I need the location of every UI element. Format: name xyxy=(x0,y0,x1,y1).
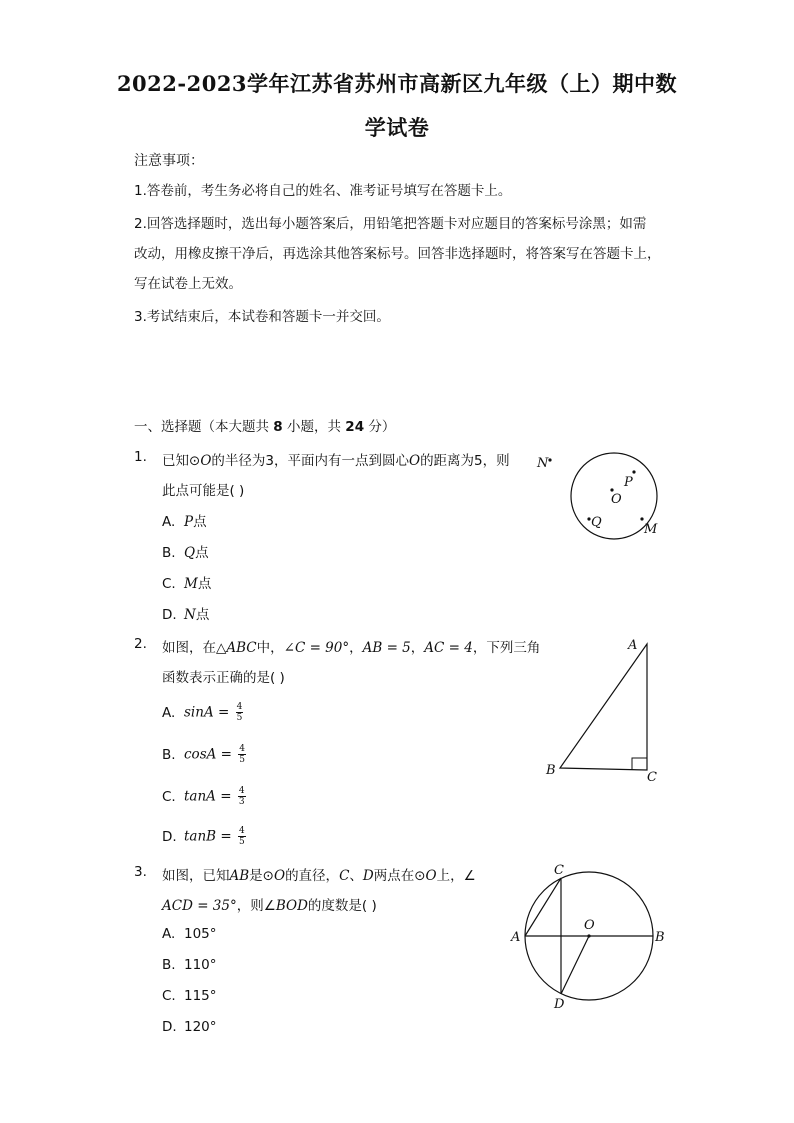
q2-option-b-den: 5 xyxy=(239,755,246,765)
q2-option-b-num: 4 xyxy=(239,744,246,754)
q1-option-b-text: 点 xyxy=(195,545,209,561)
q3-label-b: B xyxy=(655,930,665,945)
q1-number: 1. xyxy=(134,449,147,465)
q2-sep2: ， xyxy=(410,640,425,656)
q2-option-a-num: 4 xyxy=(236,702,243,712)
q3-label-d: D xyxy=(554,997,565,1012)
q3-text-a: 如图，已知 xyxy=(162,868,230,884)
q3-option-c-letter: C. xyxy=(162,988,176,1004)
q1-option-b[interactable] xyxy=(162,541,209,561)
q3-o: O xyxy=(273,868,286,884)
q2-stem-line-2: 函数表示正确的是( ) xyxy=(162,670,285,686)
q1-option-d-sym: N xyxy=(184,607,196,623)
q3-circle-figure xyxy=(505,858,675,1014)
q2-triangle-shape xyxy=(560,644,647,770)
q1-point-m xyxy=(640,517,643,520)
q3-text-e: 两点在⊙ xyxy=(373,868,426,884)
q2-angle: ∠C = 90° xyxy=(283,640,350,656)
q3-option-a-text: 105° xyxy=(184,926,217,942)
q2-option-d-den: 5 xyxy=(239,837,245,847)
q2-option-b-fraction xyxy=(238,744,246,765)
q3-label-o: O xyxy=(584,918,595,933)
q2-label-b: B xyxy=(546,763,556,778)
q2-number: 2. xyxy=(134,636,147,652)
q2-option-c-eq: = xyxy=(215,788,236,805)
exam-title-line-2: 学试卷 xyxy=(364,115,430,140)
q1-label-m: M xyxy=(644,522,658,537)
section-suffix: 分） xyxy=(368,419,396,435)
q1-option-b-letter: B. xyxy=(162,545,176,561)
q2-triangle: ABC xyxy=(226,640,257,656)
q3-chord-ac xyxy=(525,878,561,936)
q1-text-a: 已知⊙ xyxy=(162,453,201,469)
q2-option-b[interactable] xyxy=(162,744,246,765)
q1-label-o: O xyxy=(611,492,622,507)
q2-triangle-figure xyxy=(540,634,670,786)
q3-option-d-text: 120° xyxy=(184,1019,217,1035)
q1-option-d-letter: D. xyxy=(162,607,177,623)
note-item-3: 3.考试结束后，本试卷和答题卡一并交回。 xyxy=(134,309,390,325)
q1-stem-line-2: 此点可能是( ) xyxy=(162,483,245,499)
section-prefix: 一、选择题（本大题共 xyxy=(134,419,269,435)
q3-center-point xyxy=(587,934,590,937)
q2-right-angle-mark xyxy=(632,758,647,770)
q1-circle-figure xyxy=(530,448,670,548)
q3-stem-line-2 xyxy=(162,894,377,914)
section-score: 24 xyxy=(345,419,365,435)
q2-text-c: ，下列三角 xyxy=(472,640,541,656)
q1-sym-o2: O xyxy=(408,453,421,469)
q1-sym-o1: O xyxy=(200,453,212,469)
q2-option-c-den: 3 xyxy=(238,797,245,807)
q2-option-a-fn: sinA xyxy=(184,704,214,721)
q1-option-b-sym: Q xyxy=(184,545,196,561)
q3-c: C xyxy=(339,868,350,884)
q2-option-b-letter: B. xyxy=(162,746,176,763)
q2-option-c-fn: tanA xyxy=(184,788,216,805)
q2-label-c: C xyxy=(647,770,657,785)
q2-sep1: ， xyxy=(349,640,363,656)
q2-ac: AC = 4 xyxy=(424,640,473,656)
section-mid: 小题，共 xyxy=(287,419,341,435)
q3-text-b: 是⊙ xyxy=(249,868,274,884)
q2-option-b-fn: cosA xyxy=(184,746,217,763)
section-heading xyxy=(134,415,395,435)
q2-option-d-eq: = xyxy=(216,828,236,845)
q1-option-c-sym: M xyxy=(184,576,198,592)
q1-label-q: Q xyxy=(591,515,602,530)
q1-label-n: N xyxy=(537,456,549,471)
q3-option-b[interactable] xyxy=(162,957,217,973)
q1-option-a[interactable] xyxy=(162,510,207,530)
q3-option-c[interactable] xyxy=(162,988,217,1004)
q1-option-c[interactable] xyxy=(162,572,211,592)
section-count: 8 xyxy=(273,419,283,435)
q2-option-d-fraction xyxy=(238,826,246,847)
q1-option-c-letter: C. xyxy=(162,576,176,592)
q1-stem-line-1 xyxy=(162,449,510,469)
q2-text-b: 中， xyxy=(256,640,284,656)
q2-text-a: 如图，在△ xyxy=(162,640,227,656)
q2-option-b-eq: = xyxy=(216,746,237,763)
q3-option-b-text: 110° xyxy=(184,957,217,973)
q3-d: D xyxy=(362,868,374,884)
note-item-1: 1.答卷前，考生务必将自己的姓名、准考证号填写在答题卡上。 xyxy=(134,183,512,199)
q3-option-a-letter: A. xyxy=(162,926,176,942)
q2-option-c-fraction xyxy=(238,786,246,807)
q3-option-d[interactable] xyxy=(162,1019,217,1035)
q1-text-b: 的半径为3，平面内有一点到圆心 xyxy=(211,453,409,469)
q2-ab: AB = 5 xyxy=(362,640,411,656)
q1-point-n xyxy=(548,458,551,461)
exam-title-line-1: 2022-2023学年江苏省苏州市高新区九年级（上）期中数 xyxy=(116,71,678,96)
q3-line2-a: ACD = 35° xyxy=(162,898,237,914)
q2-option-a-eq: = xyxy=(213,704,234,721)
q2-stem-line-1 xyxy=(162,636,540,656)
note-item-2c: 写在试卷上无效。 xyxy=(134,276,242,292)
q1-option-a-letter: A. xyxy=(162,514,176,530)
q3-text-c: 的直径， xyxy=(285,868,340,884)
q1-label-p: P xyxy=(624,475,633,490)
q2-option-c[interactable] xyxy=(162,786,246,807)
q2-label-a: A xyxy=(628,638,638,653)
q3-segment-od xyxy=(561,936,589,994)
q3-line2-b: ，则∠ xyxy=(236,898,276,914)
q1-point-p xyxy=(632,470,635,473)
q1-option-c-text: 点 xyxy=(197,576,212,592)
q3-option-d-letter: D. xyxy=(162,1019,177,1035)
q3-option-c-text: 115° xyxy=(184,988,217,1004)
q2-option-d[interactable] xyxy=(162,826,246,847)
q2-option-c-num: 4 xyxy=(238,786,245,796)
q3-line2-c: BOD xyxy=(275,898,308,914)
q3-text-d: 、 xyxy=(349,868,363,884)
q1-option-a-sym: P xyxy=(184,514,194,530)
q2-option-c-letter: C. xyxy=(162,788,176,805)
q3-ab: AB xyxy=(229,868,250,884)
q3-label-c: C xyxy=(554,863,564,878)
q1-text-c: 的距离为5，则 xyxy=(420,453,510,469)
q2-option-a-den: 5 xyxy=(236,713,243,723)
note-item-2b: 改动，用橡皮擦干净后，再选涂其他答案标号。回答非选择题时，将答案写在答题卡上， xyxy=(134,246,661,262)
q2-option-d-num: 4 xyxy=(239,826,245,836)
q3-text-f: 上，∠ xyxy=(436,868,476,884)
q2-option-a-letter: A. xyxy=(162,704,176,721)
q1-option-a-text: 点 xyxy=(193,514,207,530)
q2-option-d-letter: D. xyxy=(162,828,177,845)
q3-stem-line-1 xyxy=(162,864,476,884)
q1-option-d-text: 点 xyxy=(195,607,210,623)
notes-heading: 注意事项： xyxy=(134,153,204,169)
q3-line2-d: 的度数是( ) xyxy=(307,898,377,914)
q2-option-a-fraction xyxy=(236,702,244,723)
q3-option-b-letter: B. xyxy=(162,957,176,973)
q3-number: 3. xyxy=(134,864,147,880)
q2-option-d-fn: tanB xyxy=(184,828,217,845)
q3-o2: O xyxy=(425,868,437,884)
q1-option-d[interactable] xyxy=(162,603,209,623)
note-item-2a: 2.回答选择题时，选出每小题答案后，用铅笔把答题卡对应题目的答案标号涂黑；如需 xyxy=(134,216,647,232)
q3-label-a: A xyxy=(511,930,521,945)
q2-option-a[interactable] xyxy=(162,702,243,723)
q3-option-a[interactable] xyxy=(162,926,217,942)
